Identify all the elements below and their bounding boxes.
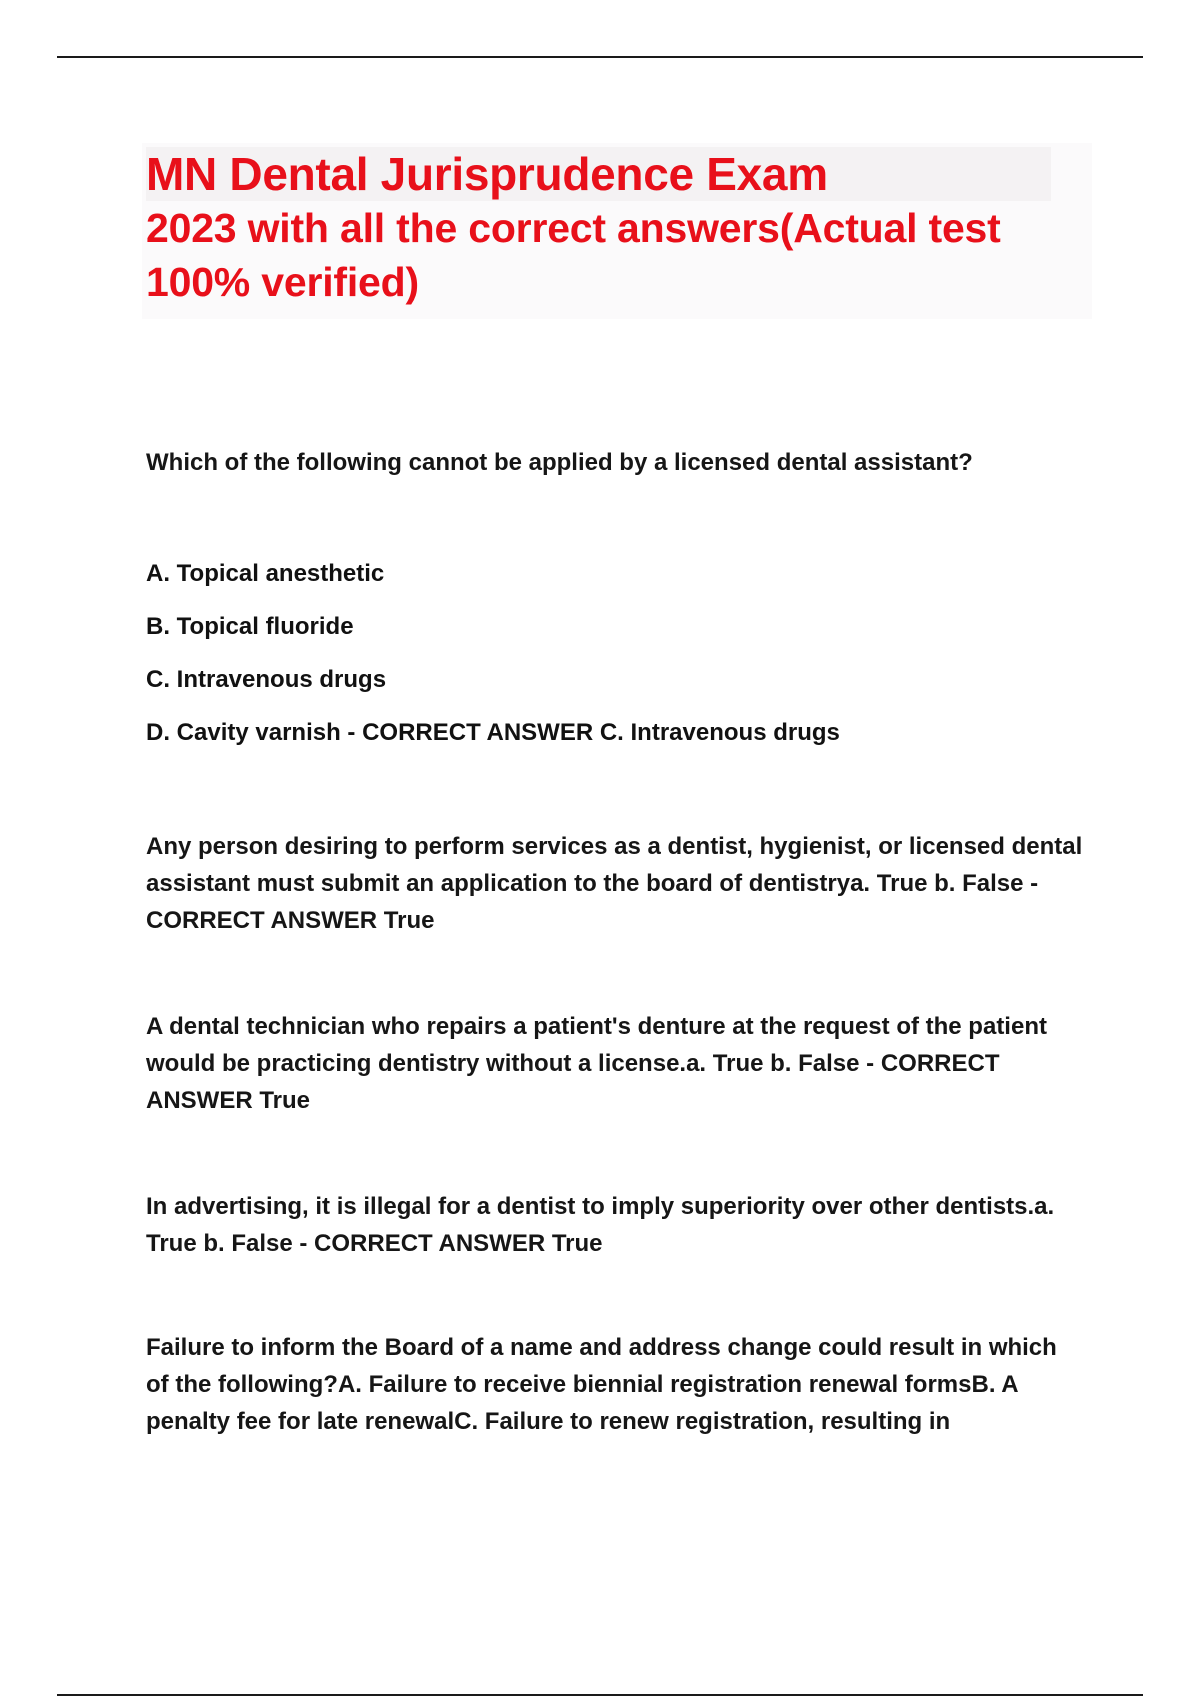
question-1-options [146,547,1086,759]
option-b: B. Topical fluoride [146,613,354,640]
document-body [146,143,1086,1440]
option-c: C. Intravenous drugs [146,666,387,693]
option-a: A. Topical anesthetic [146,560,385,587]
bottom-divider [57,1694,1143,1696]
document-title [142,143,1092,319]
question-2: Any person desiring to perform services as a dentist, hygienist, or licensed dental assistant must submit an application to the board of dentistrya. True b. False - CORRECT ANSWER True [146,833,1083,934]
question-3: A dental technician who repairs a patient's denture at the request of the patient would be practicing dentistry without a license.a. True b. False - CORRECT ANSWER True [146,1013,1047,1114]
top-divider [57,56,1143,58]
question-1-prompt: Which of the following cannot be applied by a licensed dental assistant? [146,449,973,476]
option-d-with-answer: D. Cavity varnish - CORRECT ANSWER C. Intravenous drugs [146,719,840,746]
title-line-1: MN Dental Jurisprudence Exam [146,147,1051,201]
title-line-2: 2023 with all the correct answers(Actual test 100% verified) [146,205,1001,305]
question-5: Failure to inform the Board of a name and address change could result in which of the following?A. Failure to receive biennial registration renewal formsB. A penalty fee for late renewalC. Failure to renew registration, resulting in [146,1334,1057,1435]
question-4: In advertising, it is illegal for a dentist to imply superiority over other dentists.a. True b. False - CORRECT ANSWER True [146,1193,1055,1257]
